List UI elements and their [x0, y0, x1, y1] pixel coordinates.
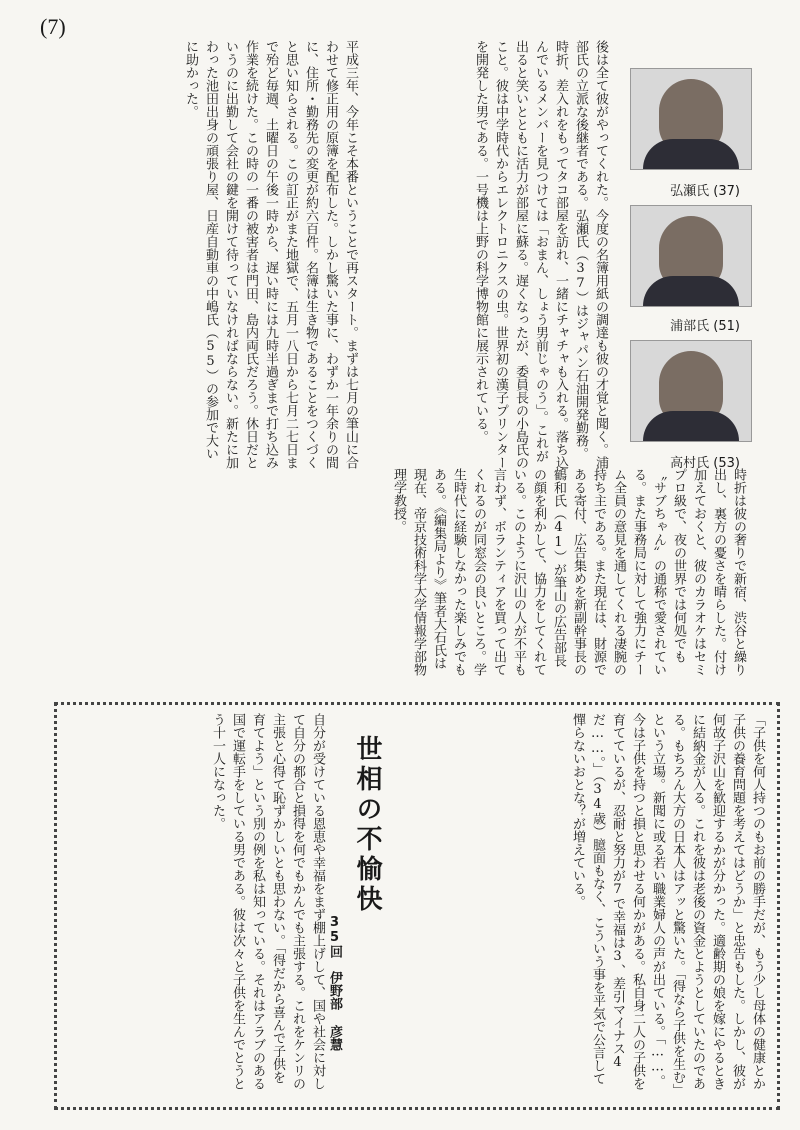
article-text-middle: 時折は彼の奢りで新宿、渋谷と繰り出し、裏方の憂さを晴らした。付け加えておくと、彼のカラオケはセミプロ級で、夜の世界では何処でも〝サブちゃん〟の通称で愛されている。また事務局に対して強力にチーム全員の意見を通してくれる凄腕の持ち主である。また現在は、財源である寄付、広告集めを新副幹事長の鶴和氏（41）が筆山の広告部長の顔を利かして、協力をしてくれている。このように沢山の人が不平も言わず、ボランティアを買って出てくれるのが同窓会の良いところ。学生時代に経験しなかった楽しみでもある。《編集局より》筆者大石氏は現在、帝京技術科学大学情報学部物理学教授。 [391, 468, 746, 676]
column-author-line [325, 915, 344, 1051]
article-left-column [38, 40, 360, 480]
photo-caption: 浦部氏 (51) [670, 319, 740, 334]
page-number: (7) [40, 14, 66, 39]
column-title: 世相の不愉快 [352, 735, 382, 915]
portrait-photo [630, 340, 752, 442]
column-text-left-block [67, 713, 327, 1098]
portrait-photo [630, 205, 752, 307]
column-text-right: 「子供を何人持つのもお前の勝手だが、もう少し母体の健康とか子供の養育問題を考えてはどうか」と忠告もした。しかし、彼が何故子沢山を歓迎するかが分かった。適齢期の娘を嫁にやるときに結納金が入る。これを彼は老後の資金とようとしていたのである。もちろん大方の日本人はアッと驚いた。「得なら子供を生む」という立場。新聞に或る若い職業婦人の声が出ている。「……。今は子供を持つと損と思わせる何かがある。私自身二人の子供を育てているが、忍耐と努力が7で幸福は3、差引マイナス4だ……。」（34歳）臆面もなく、こういう事を平気で公言して憚らないおとな？が増えている。 [570, 713, 765, 1090]
column-text-right-block [437, 713, 767, 1098]
article-text-right: 後は全て彼がやってくれた。今度の名簿用紙の調達も彼の才覚と聞く。浦部氏の立派な後継者である。弘瀬氏（37）はジャパン石油開発勤務。時折、差入れをもってタコ部屋を訪れ、一緒にチャチャも入れる。落ち込んでいるメンバーを見つけては「おまん、しょう男前じゃのう」。これが出ると笑いとともに活力が部屋に蘇る。遅くなったが、委員長の小島氏のこと。彼は中学時代からエレクトロニクスの虫。世界初の漢子プリンターを開発した男である。一号機は上野の科学博物館に展示されている。 [473, 40, 608, 469]
column-number: 35回 [327, 915, 342, 958]
article-middle-section [38, 468, 748, 688]
article-right-column [360, 40, 610, 480]
column-text-left: 自分が受けている恩恵や幸福をまず棚上げして、国や社会に対して自分の都合と損得を何でもかんでも主張する。これをケンリの主張と心得て恥ずかしいとも思わない。「得だから喜んで子供を育てよう」という別の例を私は知っている。それはアラブのある国で運転手をしている男である。彼は次々と子供を生んでとうとう十一人になった。 [210, 713, 325, 1090]
photo-caption: 弘瀬氏 (37) [670, 184, 740, 199]
column-author: 伊野部 彦慧 [327, 971, 342, 1051]
portrait-photo [630, 68, 752, 170]
photo-caption: 高村氏 (53) [670, 456, 740, 471]
article-text-left: 平成三年、今年こそ本番ということで再スタート。まずは七月の筆山に合わせて修正用の原簿を配布した。しかし驚いた事に、わずか一年余りの間に、住所・勤務先の変更が約六百件。名簿は生き物であることをつくづくと思い知らされる。この訂正がまた地獄で、五月一八日から七月二七日まで殆ど毎週、土曜日の午後一時から、遅い時には九時半過ぎまで打ち込み作業を続けた。この時の一番の被害者は門田、島内両氏だろう。休日だというのに出勤して会社の鍵を開けて待っていなければならない。新たに加わった池田出身の頑張り屋、日産自動車の中嶋氏（55）の参加で大いに助かった。 [183, 40, 358, 469]
column-box [54, 702, 780, 1110]
